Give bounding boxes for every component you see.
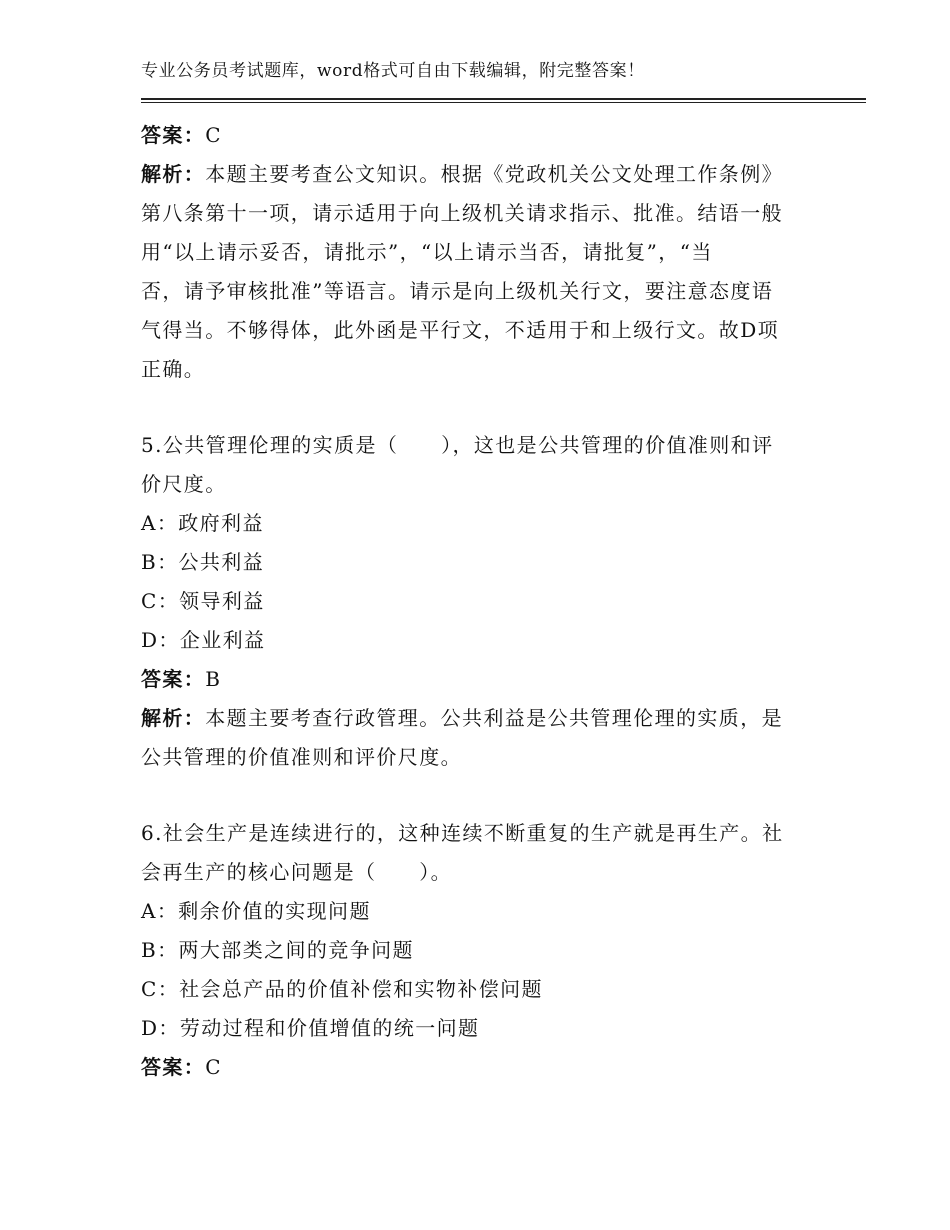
answer-value: C [205, 1055, 222, 1079]
option-a: A：剩余价值的实现问题 [141, 899, 371, 923]
analysis-line [141, 699, 796, 738]
option-b: B：两大部类之间的竞争问题 [141, 938, 414, 962]
analysis-text: 第八条第十一项，请示适用于向上级机关请求指示、批准。结语一般 [141, 201, 783, 225]
analysis-text: 否，请予审核批准”等语言。请示是向上级机关行文，要注意态度语 [141, 279, 774, 303]
question-text: 6.社会生产是连续进行的，这种连续不断重复的生产就是再生产。社 [141, 821, 784, 845]
page-header: 专业公务员考试题库，word格式可自由下载编辑，附完整答案！ [141, 61, 645, 81]
question-text: 5.公共管理伦理的实质是（ ），这也是公共管理的价值准则和评 [141, 433, 774, 457]
option-c: C：社会总产品的价值补偿和实物补偿问题 [141, 977, 543, 1001]
answer-line [141, 1048, 796, 1087]
analysis-text: 正确。 [141, 357, 206, 381]
analysis-line [141, 155, 796, 194]
header-rule-thick [141, 98, 866, 100]
question-text: 会再生产的核心问题是（ ）。 [141, 860, 452, 884]
option-d: D：企业利益 [141, 628, 266, 652]
answer-line [141, 660, 796, 699]
question-6-block [141, 814, 796, 1087]
answer-label: 答案： [141, 123, 206, 147]
option-c: C：领导利益 [141, 589, 265, 613]
analysis-text: 本题主要考查公文知识。根据《党政机关公文处理工作条例》 [205, 162, 784, 186]
analysis-text: 气得当。不够得体，此外函是平行文，不适用于和上级行文。故D项 [141, 318, 780, 342]
question-5-block [141, 426, 796, 777]
prev-question-block [141, 116, 796, 389]
analysis-label: 解析： [141, 162, 206, 186]
answer-label: 答案： [141, 1055, 206, 1079]
header-rule-thin [141, 102, 866, 103]
answer-value: C [205, 123, 222, 147]
answer-label: 答案： [141, 667, 206, 691]
analysis-text: 用“以上请示妥否，请批示”，“以上请示当否，请批复”，“当 [141, 240, 713, 264]
question-text: 价尺度。 [141, 472, 227, 496]
analysis-label: 解析： [141, 706, 206, 730]
analysis-text: 公共管理的价值准则和评价尺度。 [141, 745, 462, 769]
option-d: D：劳动过程和价值增值的统一问题 [141, 1016, 480, 1040]
analysis-text: 本题主要考查行政管理。公共利益是公共管理伦理的实质，是 [205, 706, 784, 730]
answer-line [141, 116, 796, 155]
option-b: B：公共利益 [141, 550, 265, 574]
option-a: A：政府利益 [141, 511, 264, 535]
answer-value: B [205, 667, 222, 691]
